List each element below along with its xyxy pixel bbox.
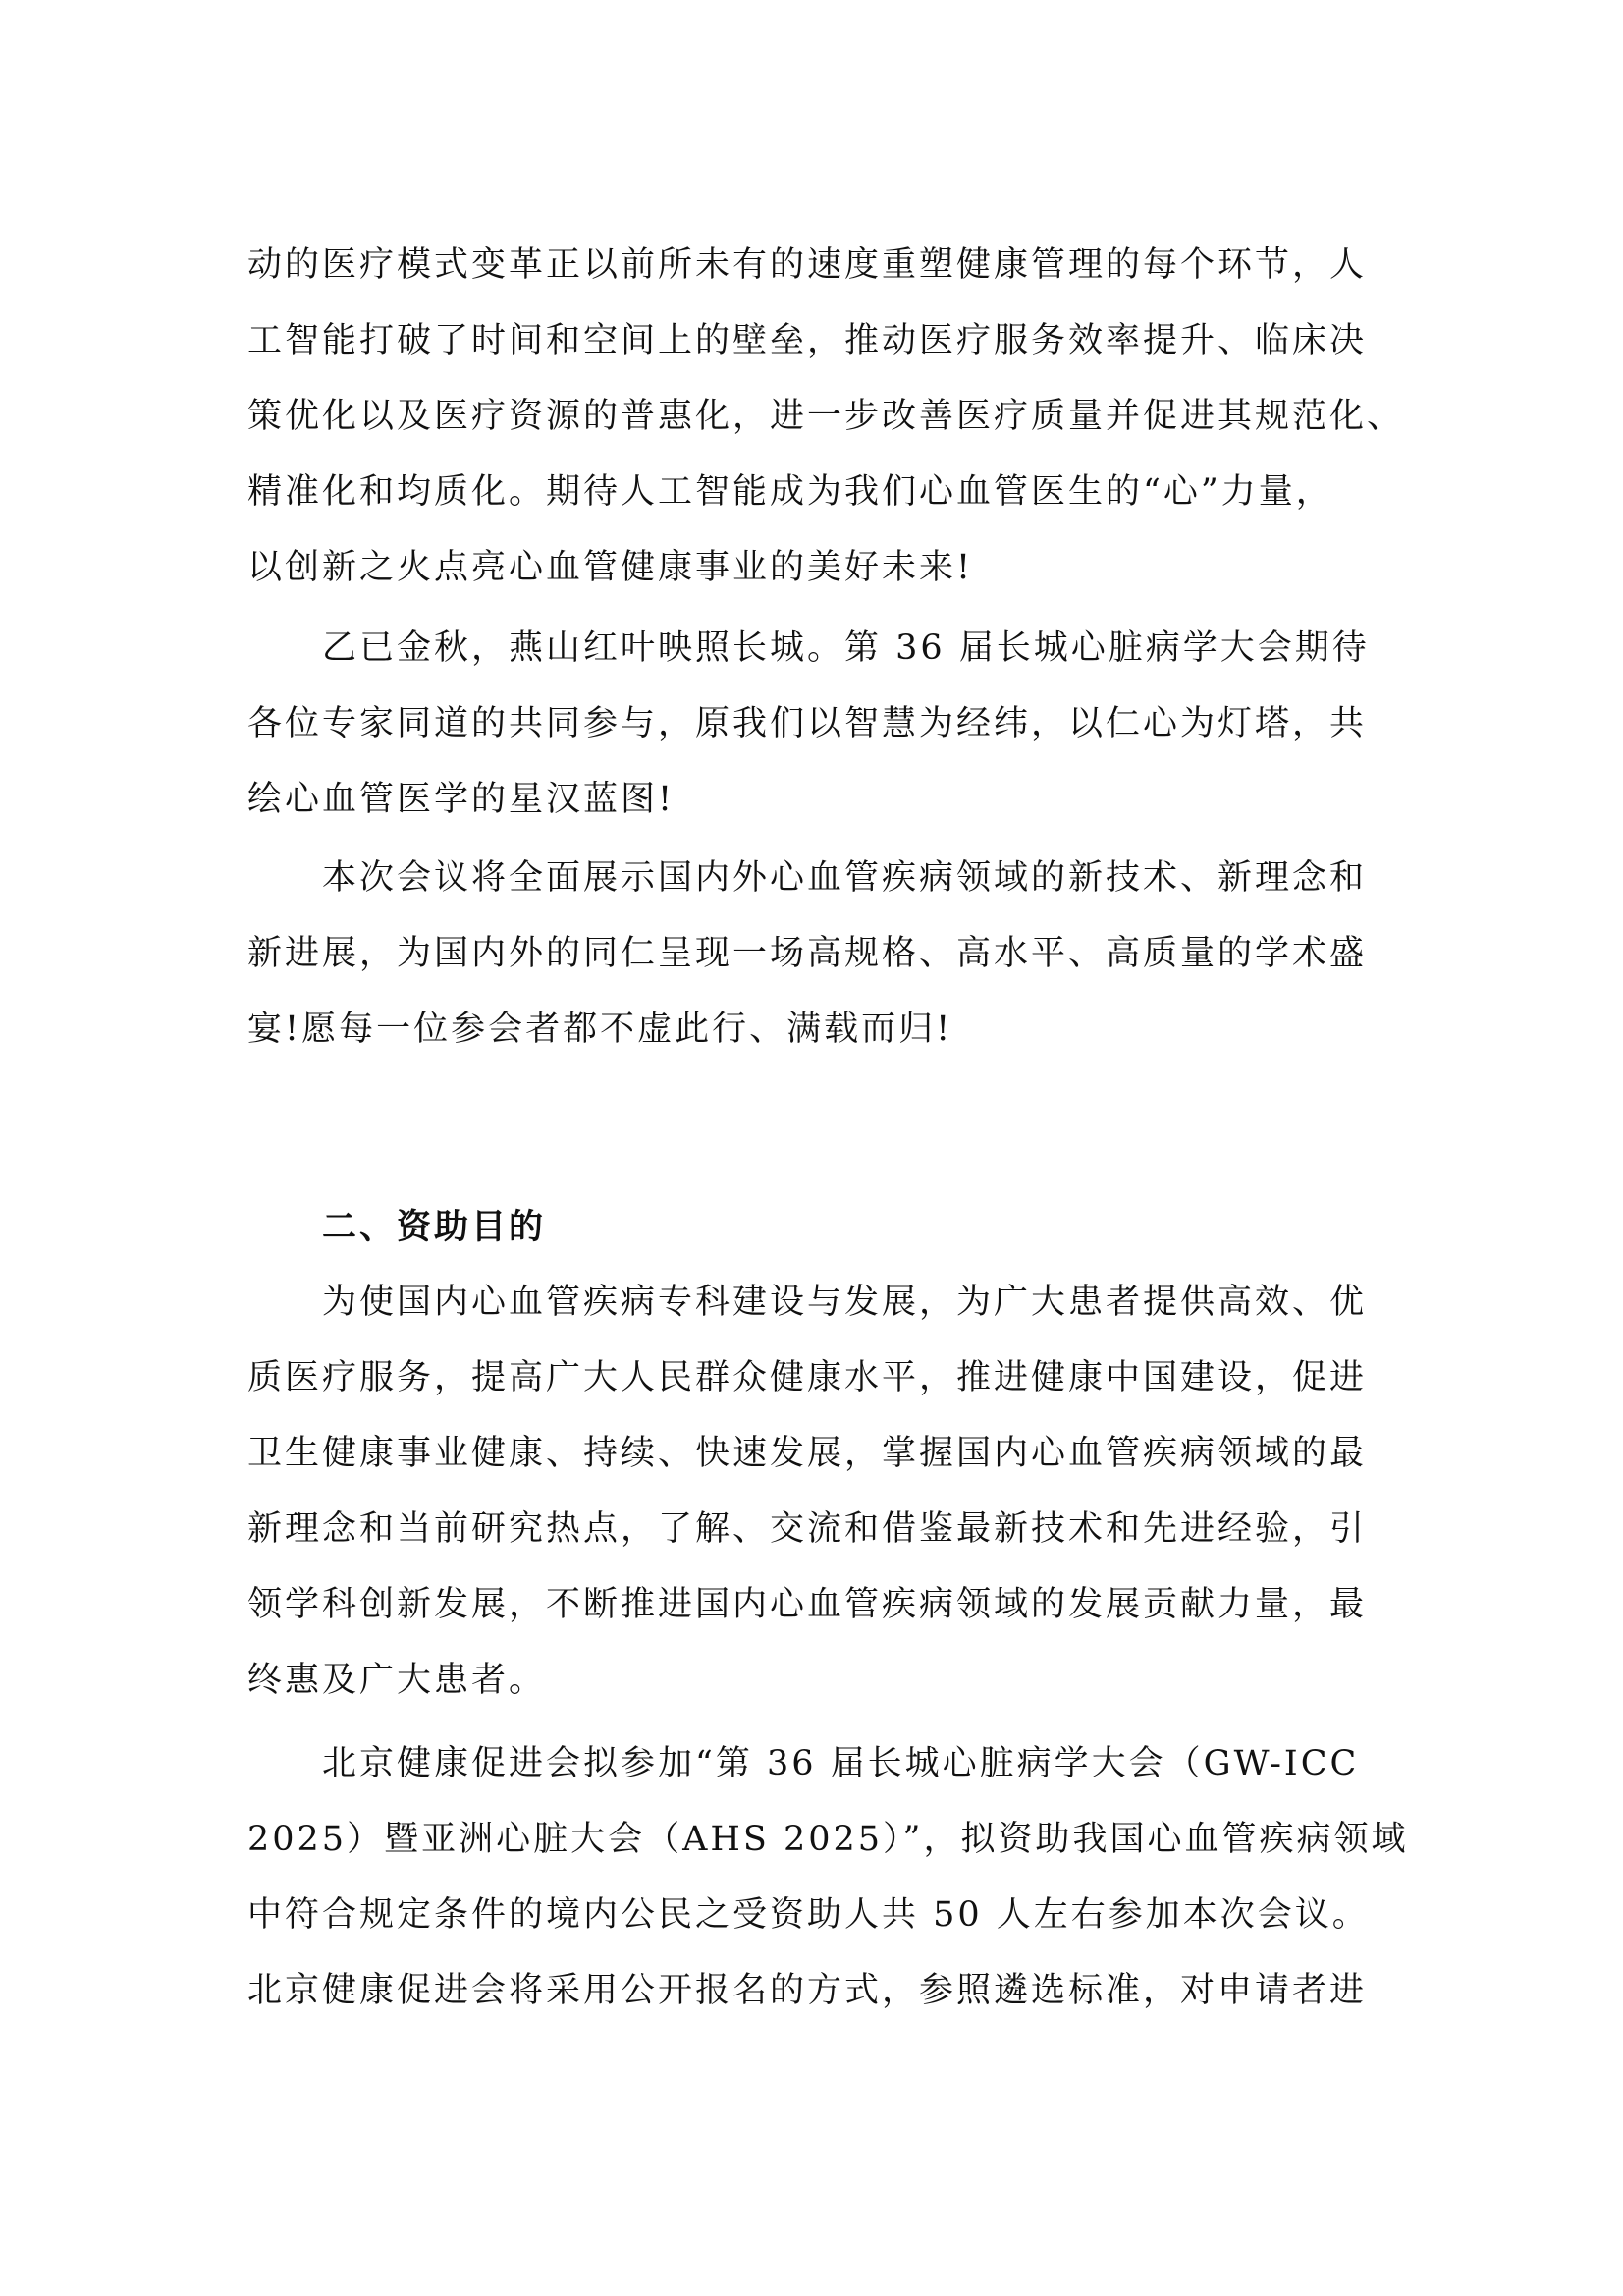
text-line: 动的医疗模式变革正以前所未有的速度重塑健康管理的每个环节，人 [247,246,1368,285]
text-line: 乙已金秋，燕山红叶映照长城。第 36 届长城心脏病学大会期待 [322,629,1370,668]
text-line: 各位专家同道的共同参与，原我们以智慧为经纬，以仁心为灯塔，共 [247,704,1368,743]
text-line: 质医疗服务，提高广大人民群众健康水平，推进健康中国建设，促进 [247,1358,1368,1397]
text-line: 以创新之火点亮心血管健康事业的美好未来! [247,548,974,587]
text-line: 2025）暨亚洲心脏大会（AHS 2025）”，拟资助我国心血管疾病领域 [247,1820,1409,1859]
text-line: 绘心血管医学的星汉蓝图! [247,780,676,819]
text-line: 北京健康促进会拟参加“第 36 届长城心脏病学大会（GW-ICC [322,1744,1360,1783]
text-line: 新进展，为国内外的同仁呈现一场高规格、高水平、高质量的学术盛 [247,934,1368,973]
paragraph-conference-overview [247,841,1386,1067]
text-line: 终惠及广大患者。 [247,1661,547,1700]
text-line: 领学科创新发展，不断推进国内心血管疾病领域的发展贡献力量，最 [247,1585,1368,1624]
text-line: 中符合规定条件的境内公民之受资助人共 50 人左右参加本次会议。 [247,1895,1370,1935]
section-heading: 二、资助目的 [322,1208,547,1247]
text-line: 卫生健康事业健康、持续、快速发展，掌握国内心血管疾病领域的最 [247,1434,1368,1473]
paragraph-autumn-invitation [247,611,1386,838]
text-line: 北京健康促进会将采用公开报名的方式，参照遴选标准，对申请者进 [247,1971,1368,2010]
paragraph-ai-medicine [247,228,1405,606]
paragraph-funding-plan [247,1726,1409,2029]
text-line: 宴!愿每一位参会者都不虚此行、满载而归! [247,1010,953,1049]
text-line: 精准化和均质化。期待人工智能成为我们心血管医生的“心”力量， [247,472,1333,512]
text-line: 策优化以及医疗资源的普惠化，进一步改善医疗质量并促进其规范化、 [247,397,1405,436]
text-line: 新理念和当前研究热点，了解、交流和借鉴最新技术和先进经验，引 [247,1509,1368,1549]
paragraph-funding-purpose [247,1265,1386,1719]
text-line: 为使国内心血管疾病专科建设与发展，为广大患者提供高效、优 [322,1283,1368,1322]
text-line: 工智能打破了时间和空间上的壁垒，推动医疗服务效率提升、临床决 [247,321,1368,360]
text-line: 本次会议将全面展示国内外心血管疾病领域的新技术、新理念和 [322,858,1368,898]
